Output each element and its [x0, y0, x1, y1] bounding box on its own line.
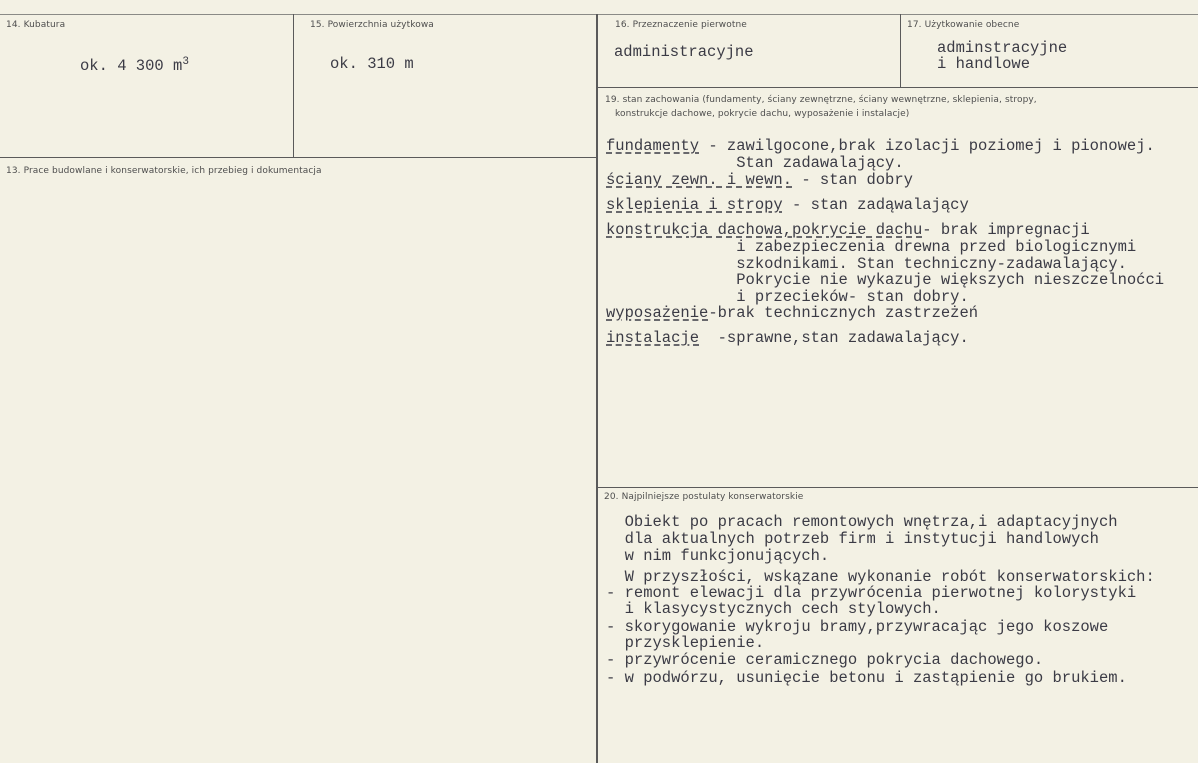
rule-below-14-15 [0, 157, 598, 158]
uzytkowanie-value-line1: adminstracyjne [937, 39, 1068, 57]
stan-zachowania-desc: - zawilgocone,brak izolacji poziomej i pionowej. [699, 137, 1155, 155]
stan-zachowania-key: ściany zewn. i wewn. [606, 171, 793, 189]
kubatura-value: ok. 4 300 $m^3$ [80, 55, 189, 75]
stan-zachowania-label-line2: konstrukcje dachowe, pokrycie dachu, wyposażenie i instalacje) [615, 109, 910, 119]
stan-zachowania-line [606, 155, 904, 172]
postulaty-line: - przywrócenie ceramicznego pokrycia dachowego. [606, 651, 1044, 669]
uzytkowanie-value-line2: i handlowe [937, 55, 1031, 73]
postulaty-line: - w podwórzu, usunięcie betonu i zastąpienie go brukiem. [606, 669, 1127, 687]
stan-zachowania-desc: szkodnikami. Stan techniczny-zadawalający. [606, 255, 1127, 273]
postulaty-line: Obiekt po pracach remontowych wnętrza,i adaptacyjnych [606, 513, 1118, 531]
postulaty-line: W przyszłości, wskązane wykonanie robót konserwatorskich: [606, 568, 1155, 586]
stan-zachowania-desc: - brak impregnacji [922, 221, 1090, 239]
postulaty-line: - remont elewacji dla przywrócenia pierwotnej kolorystyki [606, 584, 1137, 602]
powierzchnia-label: 15. Powierzchnia użytkowa [310, 20, 434, 30]
stan-zachowania-desc: - stan zadąwalający [782, 196, 969, 214]
divider-16-17 [900, 14, 901, 88]
stan-zachowania-desc: Stan zadawalający. [606, 154, 904, 172]
divider-left-right [596, 14, 598, 763]
postulaty-line: przysklepienie. [606, 634, 765, 652]
postulaty-line: dla aktualnych potrzeb firm i instytucji handlowych [606, 530, 1099, 548]
rule-below-19 [597, 487, 1198, 488]
cubic-superscript: 3 [182, 55, 189, 68]
powierzchnia-value: ok. 310 m [330, 55, 414, 73]
stan-zachowania-key: fundamenty [606, 137, 700, 155]
stan-zachowania-line [606, 138, 1155, 155]
stan-zachowania-line [606, 172, 913, 189]
przeznaczenie-label: 16. Przeznaczenie pierwotne [615, 20, 747, 30]
stan-zachowania-line [606, 330, 969, 347]
stan-zachowania-key: sklepienia i stropy [606, 196, 783, 214]
stan-zachowania-key: konstrukcja dachowa,pokrycie dachu [606, 221, 923, 239]
stan-zachowania-desc: -sprawne,stan zadawalający. [699, 329, 969, 347]
przeznaczenie-value: administracyjne [614, 43, 754, 61]
rule-below-16-17 [597, 87, 1198, 88]
stan-zachowania-label-line1: 19. stan zachowania (fundamenty, ściany zewnętrzne, ściany wewnętrzne, sklepienia, stropy, [605, 95, 1037, 105]
stan-zachowania-desc: - stan dobry [792, 171, 913, 189]
stan-zachowania-key: wyposażenie [606, 304, 709, 322]
uzytkowanie-label: 17. Użytkowanie obecne [907, 20, 1020, 30]
prace-budowlane-label: 13. Prace budowlane i konserwatorskie, ich przebieg i dokumentacja [6, 166, 322, 176]
stan-zachowania-line [606, 272, 1164, 289]
stan-zachowania-desc: -brak technicznych zastrzeżeń [708, 304, 979, 322]
stan-zachowania-line [606, 305, 978, 322]
postulaty-line: - skorygowanie wykroju bramy,przywracając jego koszowe [606, 618, 1109, 636]
divider-14-15 [293, 14, 294, 158]
stan-zachowania-desc: Pokrycie nie wykazuje większych nieszczelnoćci [606, 271, 1165, 289]
stan-zachowania-desc: i przecieków- stan dobry. [606, 288, 969, 306]
postulaty-line: i klasycystycznych cech stylowych. [606, 600, 941, 618]
rule-top [0, 14, 1198, 15]
kubatura-label: 14. Kubatura [6, 20, 66, 30]
stan-zachowania-key: instalacje [606, 329, 700, 347]
stan-zachowania-desc: i zabezpieczenia drewna przed biologicznymi [606, 238, 1137, 256]
stan-zachowania-line [606, 222, 1090, 239]
stan-zachowania-line [606, 197, 969, 214]
postulaty-line: w nim funkcjonujących. [606, 547, 830, 565]
stan-zachowania-line [606, 239, 1136, 256]
postulaty-label: 20. Najpilniejsze postulaty konserwatorskie [604, 492, 804, 502]
